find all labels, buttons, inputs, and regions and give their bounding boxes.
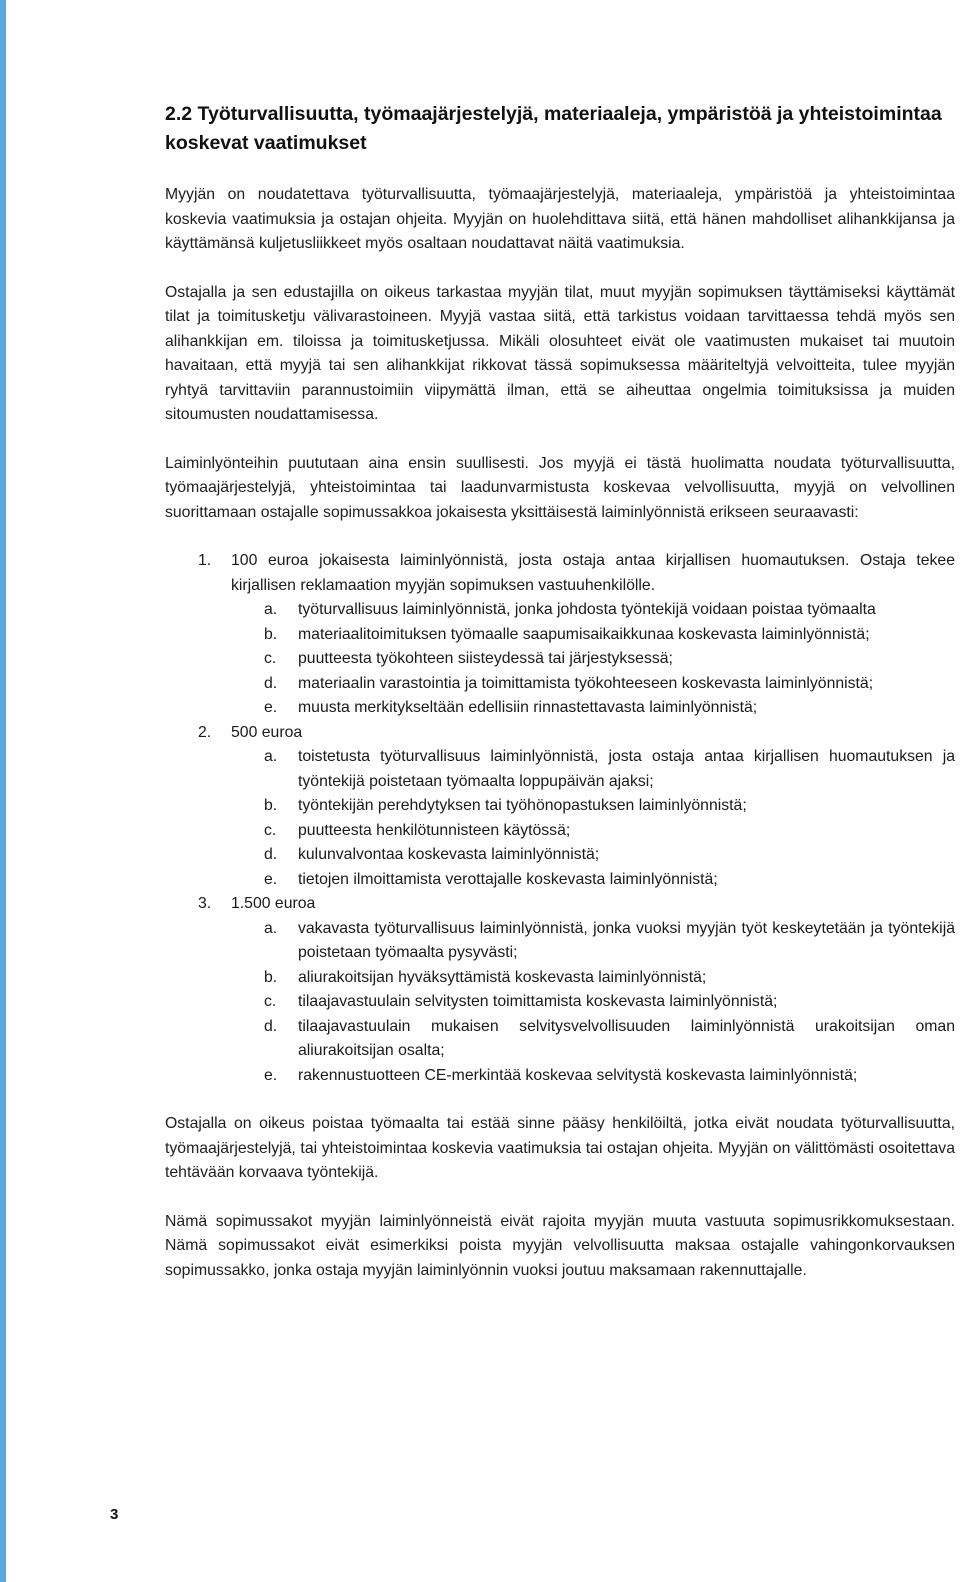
paragraph-inspection: Ostajalla ja sen edustajilla on oikeus tarkastaa myyjän tilat, muut myyjän sopimuksen täyttämiseksi käyttämät tilat ja toimitusketju välivarastoineen. Myyjä vastaa siitä, että tarkistus voidaan tarvittaessa tehdä myös sen alihankkijan em. tiloissa ja toimitusketjussa. Mikäli olosuhteet eivät ole vaatimusten mukaiset tai muutoin havaitaan, että myyjä tai sen alihankkijat rikkovat tässä sopimuksessa määriteltyjä velvoitteita, tulee myyjän ryhtyä tarvittaviin parannustoimiin viipymättä ilman, että se aiheuttaa ongelmia toimituksissa ja muiden sitoumusten noudattamisessa. bbox=[165, 283, 955, 423]
subitem-text: aliurakoitsijan hyväksyttämistä koskevasta laiminlyönnistä; bbox=[298, 968, 707, 986]
penalty-amount: 500 euroa bbox=[231, 723, 303, 741]
subitem-letter: a. bbox=[264, 601, 278, 618]
penalty-sublist bbox=[231, 598, 955, 721]
penalty-subitem bbox=[231, 1064, 955, 1089]
subitem-text: vakavasta työturvallisuus laiminlyönnistä, jonka vuoksi myyjän työt keskeytetään ja työntekijä poistetaan työmaalta pysyvästi; bbox=[298, 919, 955, 961]
penalty-subitem bbox=[231, 745, 955, 794]
subitem-text: tilaajavastuulain selvitysten toimittamista koskevasta laiminlyönnistä; bbox=[298, 993, 778, 1010]
subitem-text: puutteesta henkilötunnisteen käytössä; bbox=[298, 821, 571, 839]
subitem-text: kulunvalvontaa koskevasta laiminlyönnistä; bbox=[298, 846, 600, 863]
document-body bbox=[165, 100, 955, 1307]
penalty-subitem bbox=[231, 917, 955, 966]
penalty-item-3 bbox=[165, 892, 955, 1088]
penalty-item-2 bbox=[165, 721, 955, 893]
paragraph-penalties-intro: Laiminlyönteihin puututaan aina ensin suullisesti. Jos myyjä ei tästä huolimatta noudata työturvallisuutta, työmaajärjestelyjä, yhteistoimintaa tai laadunvarmistusta koskevaa velvollisuutta, myyjä on velvollinen suorittamaan ostajalle sopimussakkoa jokaisesta yksittäisestä laiminlyönnistä erikseen seuraavasti: bbox=[165, 454, 955, 521]
subitem-letter: a. bbox=[264, 919, 278, 937]
penalty-subitem bbox=[231, 1015, 955, 1064]
penalty-number: 3. bbox=[198, 895, 212, 912]
penalty-subitem bbox=[231, 843, 955, 868]
left-accent-bar bbox=[0, 0, 6, 1582]
subitem-letter: e. bbox=[264, 870, 278, 888]
subitem-text: tilaajavastuulain mukaisen selvitysvelvollisuuden laiminlyönnistä urakoitsijan oman aliurakoitsijan osalta; bbox=[298, 1017, 955, 1059]
penalty-amount: 1.500 euroa bbox=[231, 895, 316, 912]
subitem-letter: b. bbox=[264, 797, 278, 814]
subitem-text: toistetusta työturvallisuus laiminlyönnistä, josta ostaja antaa kirjallisen huomautuksen ja työntekijä poistetaan työmaalta loppupäivän ajaksi; bbox=[298, 748, 955, 790]
paragraph-removal-right: Ostajalla on oikeus poistaa työmaalta tai estää sinne pääsy henkilöiltä, jotka eivät noudata työturvallisuutta, työmaajärjestelyjä, tai yhteistoimintaa koskevia vaatimuksia tai ostajan ohjeita. Myyjän on välittömästi osoitettava tehtävään korvaava työntekijä. bbox=[165, 1115, 955, 1181]
subitem-letter: a. bbox=[264, 748, 278, 765]
penalty-list bbox=[165, 549, 955, 1088]
subitem-text: puutteesta työkohteen siisteydessä tai järjestyksessä; bbox=[298, 650, 673, 667]
subitem-text: rakennustuotteen CE-merkintää koskevaa selvitystä koskevasta laiminlyönnistä; bbox=[298, 1066, 858, 1084]
paragraph-requirements: Myyjän on noudatettava työturvallisuutta, työmaajärjestelyjä, materiaaleja, ympäristöä ja yhteistoimintaa koskevia vaatimuksia ja ostajan ohjeita. Myyjän on huolehdittava siitä, että hänen mahdolliset alihankkijansa ja käyttämänsä kuljetusliikkeet myös osaltaan noudattavat näitä vaatimuksia. bbox=[165, 186, 955, 252]
section-heading: 2.2 Työturvallisuutta, työmaajärjestelyjä, materiaaleja, ympäristöä ja yhteistoimintaa koskevat vaatimukset bbox=[165, 103, 942, 154]
penalty-subitem bbox=[231, 623, 955, 648]
subitem-text: materiaalitoimituksen työmaalle saapumisaikaikkunaa koskevasta laiminlyönnistä; bbox=[298, 625, 870, 643]
penalty-subitem bbox=[231, 966, 955, 991]
penalty-subitem bbox=[231, 819, 955, 844]
subitem-letter: c. bbox=[264, 821, 277, 839]
subitem-letter: b. bbox=[264, 968, 278, 986]
subitem-letter: c. bbox=[264, 993, 277, 1010]
penalty-subitem bbox=[231, 794, 955, 819]
subitem-text: materiaalin varastointia ja toimittamista työkohteeseen koskevasta laiminlyönnistä; bbox=[298, 674, 874, 692]
penalty-number: 2. bbox=[198, 723, 212, 741]
subitem-letter: d. bbox=[264, 674, 278, 692]
penalty-subitem bbox=[231, 990, 955, 1015]
subitem-letter: e. bbox=[264, 699, 278, 716]
penalty-number: 1. bbox=[198, 552, 212, 569]
page-number: 3 bbox=[110, 1506, 119, 1523]
paragraph-liability: Nämä sopimussakot myyjän laiminlyönneistä eivät rajoita myyjän muuta vastuuta sopimusrikkomuksestaan. Nämä sopimussakot eivät esimerkiksi poista myyjän velvollisuutta maksaa ostajalle vahingonkorvauksen sopimussakko, jonka ostaja myyjän laiminlyönnin vuoksi joutuu maksamaan rakennuttajalle. bbox=[165, 1212, 955, 1279]
subitem-letter: e. bbox=[264, 1066, 278, 1084]
subitem-letter: d. bbox=[264, 846, 278, 863]
penalty-subitem bbox=[231, 647, 955, 672]
penalty-subitem bbox=[231, 868, 955, 893]
subitem-text: työturvallisuus laiminlyönnistä, jonka johdosta työntekijä voidaan poistaa työmaalta bbox=[298, 601, 876, 618]
penalty-amount: 100 euroa jokaisesta laiminlyönnistä, josta ostaja antaa kirjallisen huomautuksen. Ostaja tekee kirjallisen reklamaation myyjän sopimuksen vastuuhenkilölle. bbox=[231, 552, 955, 594]
subitem-text: tietojen ilmoittamista verottajalle koskevasta laiminlyönnistä; bbox=[298, 870, 718, 888]
penalty-subitem bbox=[231, 672, 955, 697]
subitem-text: työntekijän perehdytyksen tai työhönopastuksen laiminlyönnistä; bbox=[298, 797, 747, 814]
penalty-sublist bbox=[231, 917, 955, 1089]
subitem-text: muusta merkitykseltään edellisiin rinnastettavasta laiminlyönnistä; bbox=[298, 699, 758, 716]
penalty-item-1 bbox=[165, 549, 955, 721]
subitem-letter: d. bbox=[264, 1017, 278, 1035]
subitem-letter: b. bbox=[264, 625, 278, 643]
penalty-sublist bbox=[231, 745, 955, 892]
penalty-subitem bbox=[231, 598, 955, 623]
subitem-letter: c. bbox=[264, 650, 277, 667]
penalty-subitem bbox=[231, 696, 955, 721]
